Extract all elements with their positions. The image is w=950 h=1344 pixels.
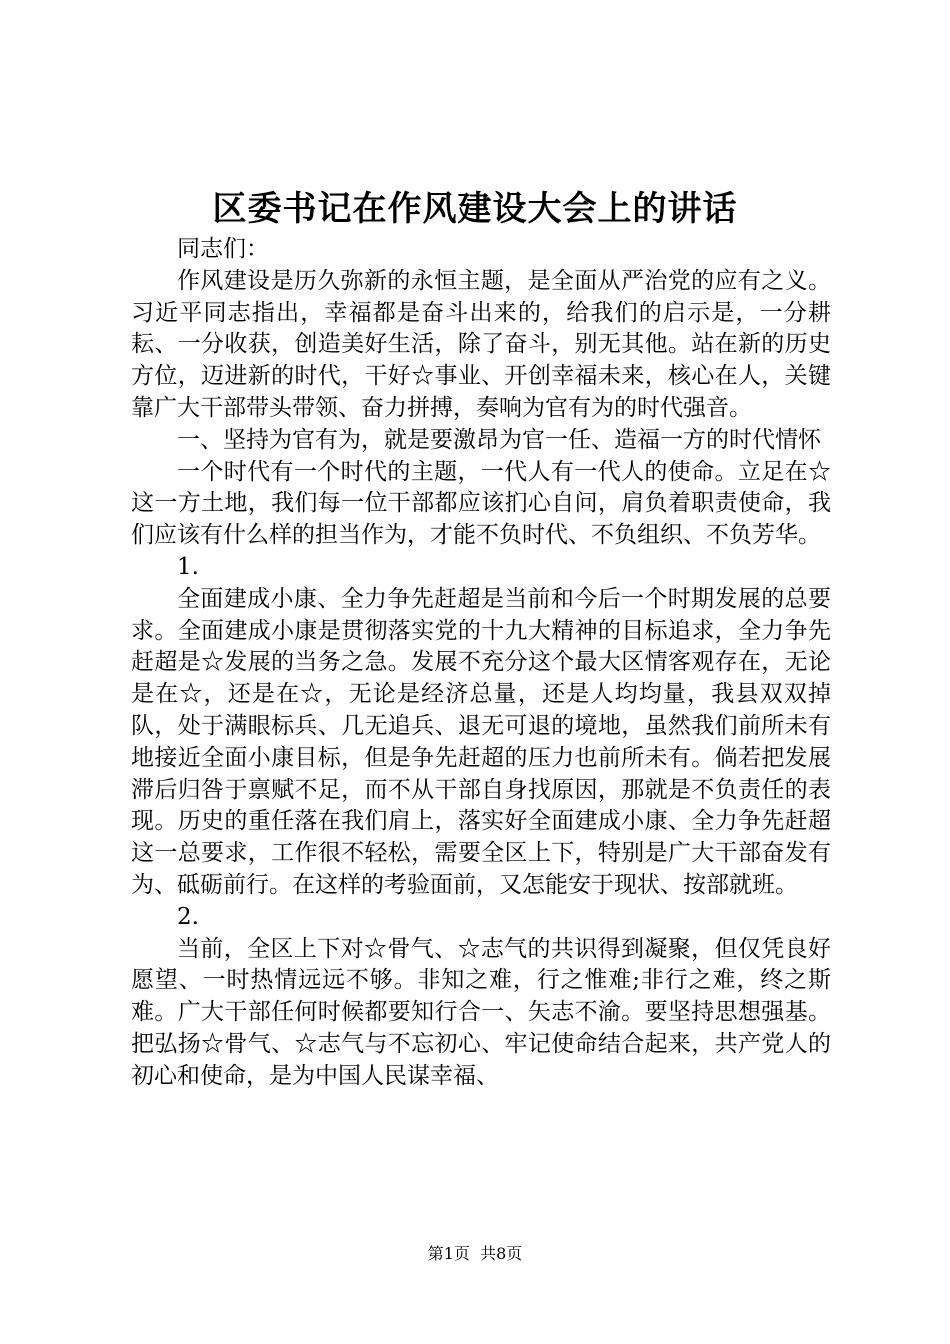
page-total: 共8页 [480, 1244, 523, 1263]
document-body [131, 234, 831, 1093]
document-title: 区委书记在作风建设大会上的讲话 [212, 189, 738, 229]
page-footer [0, 1243, 950, 1265]
list-number: 1. [177, 553, 199, 580]
paragraph-intro: 作风建设是历久弥新的永恒主题，是全面从严治党的应有之义。习近平同志指出，幸福都是奋斗出来的，给我们的启示是，一分耕耘、一分收获，创造美好生活，除了奋斗，别无其他。站在新的历史方位，迈进新的时代，干好☆事业、开创幸福未来，核心在人，关键靠广大干部带头带领、奋力拼搏，奏响为官有为的时代强音。 [131, 267, 831, 421]
paragraph: 全面建成小康、全力争先赶超是当前和今后一个时期发展的总要求。全面建成小康是贯彻落实党的十九大精神的目标追求，全力争先赶超是☆发展的当务之急。发展不充分这个最大区情客观存在，无论是在☆，还是在☆，无论是经济总量，还是人均均量，我县双双掉队，处于满眼标兵、几无追兵、退无可退的境地，虽然我们前所未有地接近全面小康目标，但是争先赶超的压力也前所未有。倘若把发展滞后归咎于禀赋不足，而不从干部自身找原因，那就是不负责任的表现。历史的重任落在我们肩上，落实好全面建成小康、全力争先赶超这一总要求，工作很不轻松，需要全区上下，特别是广大干部奋发有为、砥砺前行。在这样的考验面前，又怎能安于现状、按部就班。 [131, 585, 831, 898]
list-number: 2. [177, 903, 199, 930]
salutation: 同志们： [177, 236, 269, 262]
paragraph: 一个时代有一个时代的主题，一代人有一代人的使命。立足在☆这一方土地，我们每一位干部都应该扪心自问，肩负着职责使命，我们应该有什么样的担当作为，才能不负时代、不负组织、不负芳华。 [131, 458, 831, 549]
page-number: 第1页 [427, 1244, 470, 1263]
paragraph: 当前，全区上下对☆骨气、☆志气的共识得到凝聚，但仅凭良好愿望、一时热情远远不够。非知之难，行之惟难;非行之难，终之斯难。广大干部任何时候都要知行合一、矢志不渝。要坚持思想强基。把弘扬☆骨气、☆志气与不忘初心、牢记使命结合起来，共产党人的初心和使命，是为中国人民谋幸福、 [131, 935, 831, 1089]
section-heading: 一、坚持为官有为，就是要激昂为官一任、造福一方的时代情怀 [177, 426, 821, 453]
